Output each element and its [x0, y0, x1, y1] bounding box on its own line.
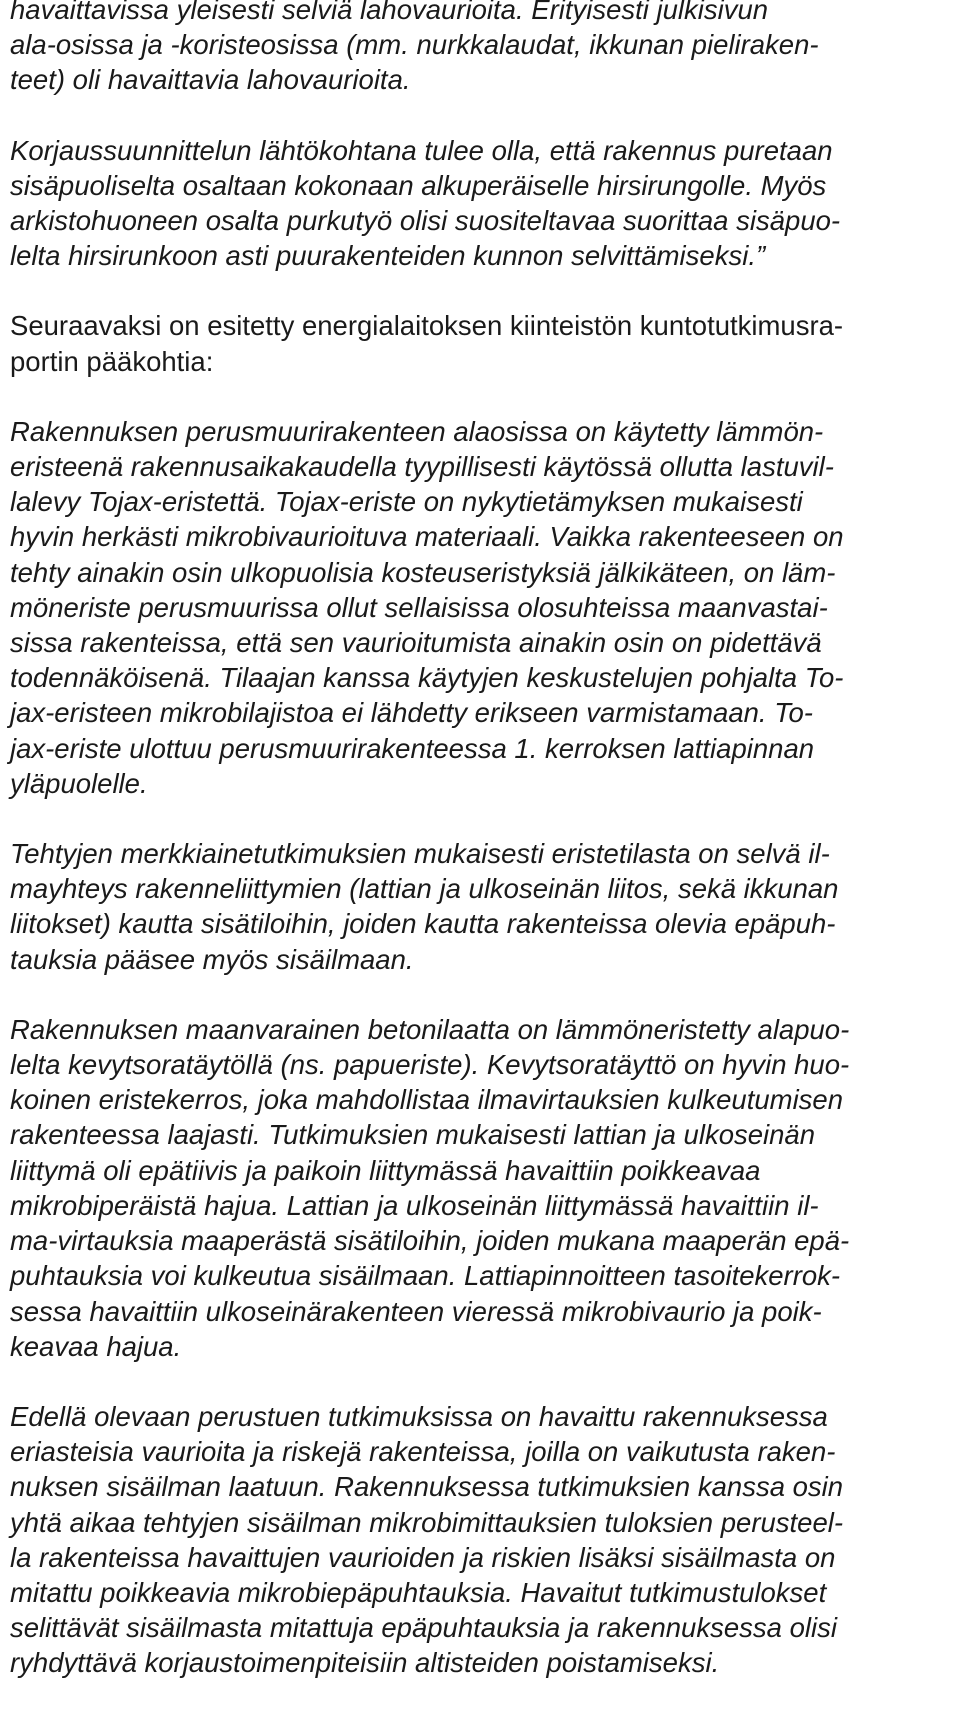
text-line: lelta hirsirunkoon asti puurakenteiden kunnon selvittämiseksi.” — [10, 240, 766, 272]
text-line: sissa rakenteissa, että sen vaurioitumista ainakin osin on pidettävä — [10, 627, 822, 659]
text-line: lelta kevytsoratäytöllä (ns. papueriste). Kevytsoratäyttö on hyvin huo- — [10, 1049, 850, 1081]
text-line: todennäköisenä. Tilaajan kanssa käytyjen keskustelujen pohjalta To- — [10, 662, 844, 694]
text-line: koinen eristekerros, joka mahdollistaa ilmavirtauksien kulkeutumisen — [10, 1084, 844, 1116]
paragraph-foundation-insulation — [10, 414, 950, 801]
text-line: tehty ainakin osin ulkopuolisia kosteuseristyksiä jälkikäteen, on läm- — [10, 556, 836, 588]
paragraph-report-intro — [10, 308, 950, 378]
text-line: mayhteys rakenneliittymien (lattian ja ulkoseinän liitos, sekä ikkunan — [10, 873, 839, 905]
text-line: jax-eristeen mikrobilajistoa ei lähdetty erikseen varmistamaan. To- — [10, 697, 813, 729]
text-line: Seuraavaksi on esitetty energialaitoksen kiinteistön kuntotutkimusra- — [10, 310, 844, 342]
paragraph-conclusion — [10, 1399, 950, 1681]
text-line: liittymä oli epätiivis ja paikoin liittymässä havaittiin poikkeavaa — [10, 1154, 761, 1186]
text-line: selittävät sisäilmasta mitattuja epäpuhtauksia ja rakennuksessa olisi — [10, 1612, 837, 1644]
text-line: rakenteessa laajasti. Tutkimuksien mukaisesti lattian ja ulkoseinän — [10, 1119, 816, 1151]
text-line: Korjaussuunnittelun lähtökohtana tulee olla, että rakennus puretaan — [10, 134, 833, 166]
paragraph-decay-observations — [10, 0, 950, 98]
text-line: ma-virtauksia maaperästä sisätiloihin, joiden mukana maaperän epä- — [10, 1225, 850, 1257]
text-line: möneriste perusmuurissa ollut sellaisissa olosuhteissa maanvastai- — [10, 591, 828, 623]
text-line: arkistohuoneen osalta purkutyö olisi suositeltavaa suorittaa sisäpuo- — [10, 205, 841, 237]
text-line: yläpuolelle. — [10, 767, 148, 799]
text-line: Edellä olevaan perustuen tutkimuksissa on havaittu rakennuksessa — [10, 1400, 828, 1432]
text-line: Rakennuksen maanvarainen betonilaatta on lämmöneristetty alapuo- — [10, 1013, 850, 1045]
text-line: yhtä aikaa tehtyjen sisäilman mikrobimittauksien tuloksien perusteel- — [10, 1506, 844, 1538]
text-line: ala-osissa ja -koristeosissa (mm. nurkkalaudat, ikkunan pieliraken- — [10, 29, 819, 61]
text-line: sessa havaittiin ulkoseinärakenteen vieressä mikrobivaurio ja poik- — [10, 1295, 822, 1327]
text-line: sisäpuoliselta osaltaan kokonaan alkuperäiselle hirsirungolle. Myös — [10, 169, 827, 201]
text-line: mitattu poikkeavia mikrobiepäpuhtauksia. Havaitut tutkimustulokset — [10, 1576, 827, 1608]
text-line: teet) oli havaittavia lahovaurioita. — [10, 64, 411, 96]
text-line: mikrobiperäistä hajua. Lattian ja ulkoseinän liittymässä havaittiin il- — [10, 1189, 819, 1221]
paragraph-renovation-basis — [10, 133, 950, 274]
text-line: la rakenteissa havaittujen vaurioiden ja riskien lisäksi sisäilmasta on — [10, 1541, 836, 1573]
text-line: ryhdyttävä korjaustoimenpiteisiin altisteiden poistamiseksi. — [10, 1647, 720, 1679]
text-line: Rakennuksen perusmuurirakenteen alaosissa on käytetty lämmön- — [10, 415, 824, 447]
text-line: tauksia pääsee myös sisäilmaan. — [10, 943, 414, 975]
text-line: puhtauksia voi kulkeutua sisäilmaan. Lattiapinnoitteen tasoitekerrok- — [10, 1260, 841, 1292]
document-page — [10, 0, 950, 1716]
text-line: jax-eriste ulottuu perusmuurirakenteessa 1. kerroksen lattiapinnan — [10, 732, 815, 764]
text-line: hyvin herkästi mikrobivaurioituva materiaali. Vaikka rakenteeseen on — [10, 521, 844, 553]
text-line: eristeenä rakennusaikakaudella tyypillisesti käytössä ollutta lastuvil- — [10, 451, 834, 483]
text-line: nuksen sisäilman laatuun. Rakennuksessa tutkimuksien kanssa osin — [10, 1471, 844, 1503]
text-line: lalevy Tojax-eristettä. Tojax-eriste on nykytietämyksen mukaisesti — [10, 486, 803, 518]
text-line: Tehtyjen merkkiainetutkimuksien mukaisesti eristetilasta on selvä il- — [10, 838, 830, 870]
paragraph-concrete-slab — [10, 1012, 950, 1364]
text-line: keavaa hajua. — [10, 1330, 182, 1362]
text-line: eriasteisia vaurioita ja riskejä rakenteissa, joilla on vaikutusta raken- — [10, 1436, 836, 1468]
text-line: portin pääkohtia: — [10, 345, 214, 377]
paragraph-tracer-tests — [10, 836, 950, 977]
text-line: havaittavissa yleisesti selviä lahovaurioita. Erityisesti julkisivun — [10, 0, 769, 25]
text-line: liitokset) kautta sisätiloihin, joiden kautta rakenteissa olevia epäpuh- — [10, 908, 836, 940]
